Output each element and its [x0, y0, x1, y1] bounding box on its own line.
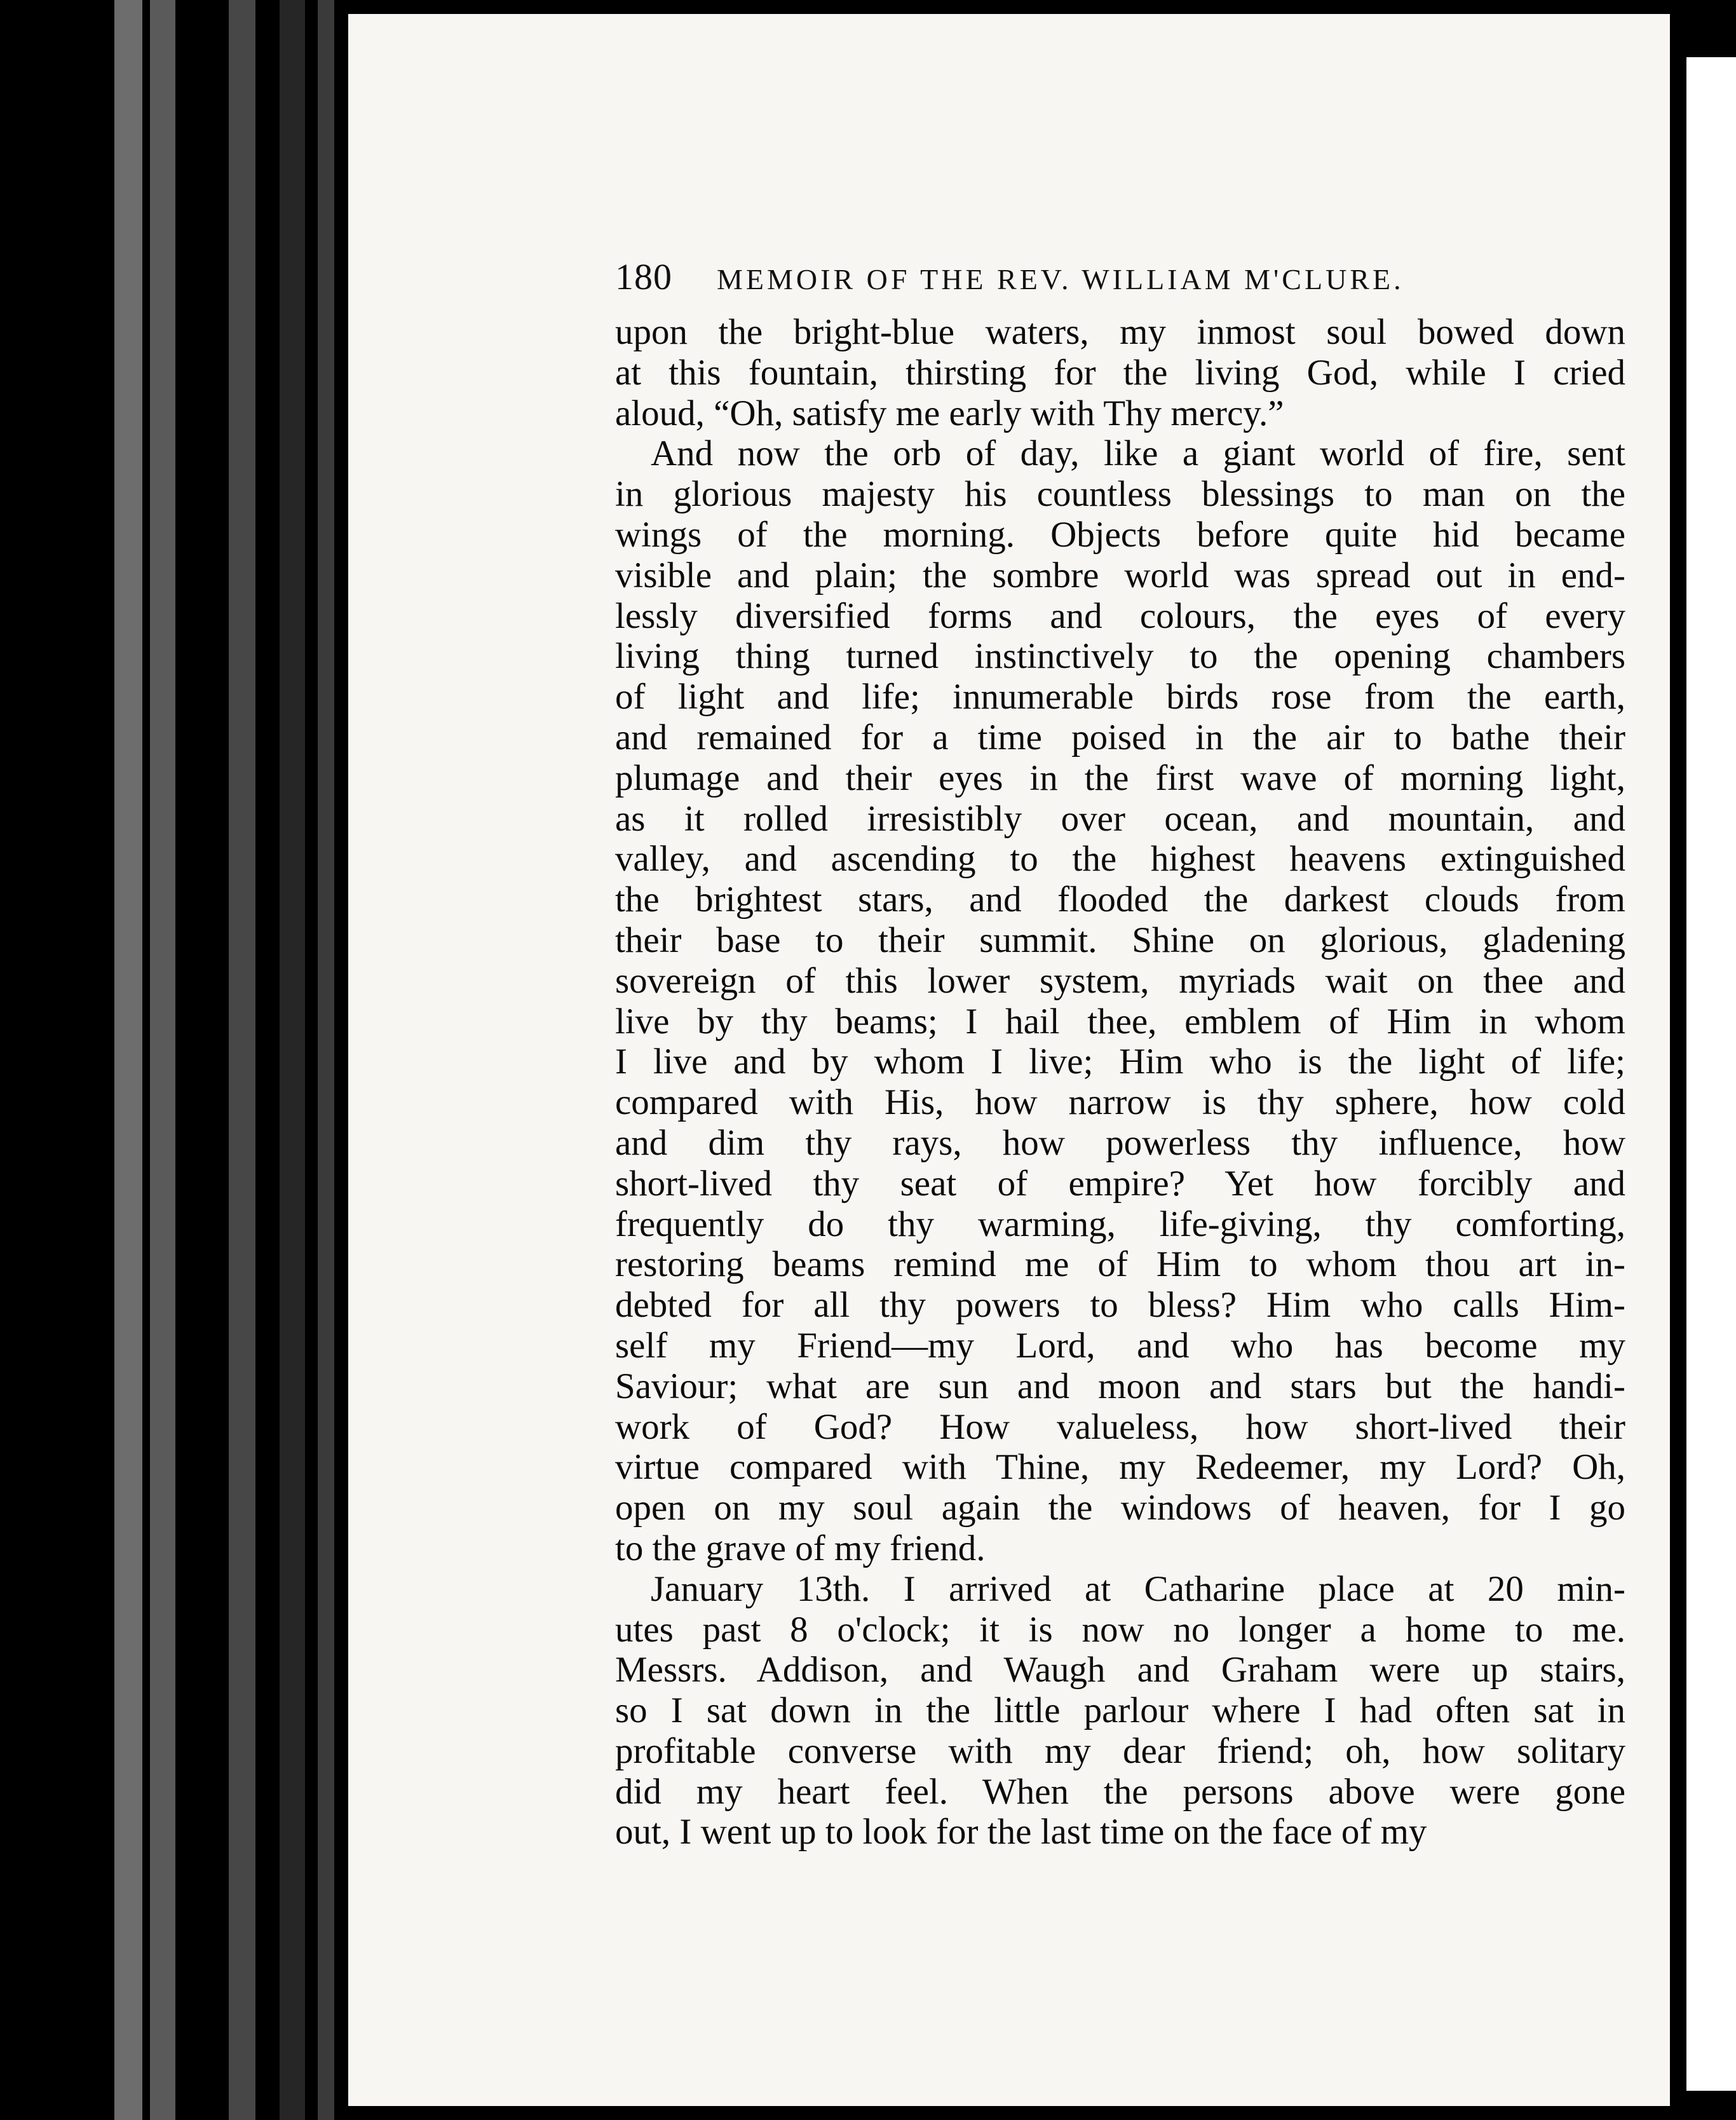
text-line: and remained for a time poised in the air to bathe their — [615, 717, 1625, 758]
page-number: 180 — [615, 256, 672, 297]
running-title: MEMOIR OF THE REV. WILLIAM M'CLURE. — [717, 263, 1404, 296]
text-line: live by thy beams; I hail thee, emblem of Him in whom — [615, 1001, 1625, 1042]
page-stack-edge — [150, 0, 175, 2120]
text-line: Messrs. Addison, and Waugh and Graham were up stairs, — [615, 1650, 1625, 1690]
text-line: wings of the morning. Objects before quite hid became — [615, 514, 1625, 555]
text-line: and dim thy rays, how powerless thy influence, how — [615, 1122, 1625, 1163]
text-line: aloud, “Oh, satisfy me early with Thy mercy.” — [615, 393, 1284, 433]
gutter-shadow — [1671, 57, 1686, 2091]
text-line: out, I went up to look for the last time on the face of my — [615, 1812, 1427, 1852]
book-page — [348, 14, 1670, 2106]
text-line: compared with His, how narrow is thy sphere, how cold — [615, 1082, 1625, 1123]
text-line: Saviour; what are sun and moon and stars but the handi- — [615, 1366, 1625, 1406]
text-line: And now the orb of day, like a giant world of fire, sent — [651, 433, 1625, 474]
text-line: debted for all thy powers to bless? Him who calls Him- — [615, 1285, 1625, 1326]
text-line: profitable converse with my dear friend; oh, how solitary — [615, 1730, 1625, 1771]
text-line: January 13th. I arrived at Catharine place at 20 min- — [651, 1568, 1625, 1609]
text-line: restoring beams remind me of Him to whom thou art in- — [615, 1244, 1625, 1285]
text-line: work of God? How valueless, how short-lived their — [615, 1406, 1625, 1447]
text-line: upon the bright-blue waters, my inmost soul bowed down — [615, 312, 1625, 352]
text-line: of light and life; innumerable birds rose from the earth, — [615, 677, 1625, 717]
running-head — [615, 255, 1625, 298]
text-line: living thing turned instinctively to the opening chambers — [615, 636, 1625, 677]
page-content — [615, 255, 1625, 1852]
text-line: so I sat down in the little parlour where I had often sat in — [615, 1690, 1625, 1731]
text-line: at this fountain, thirsting for the living God, while I cried — [615, 352, 1625, 393]
text-line: I live and by whom I live; Him who is the light of life; — [615, 1042, 1625, 1082]
text-line: self my Friend—my Lord, and who has become my — [615, 1325, 1625, 1366]
text-line: utes past 8 o'clock; it is now no longer a home to me. — [615, 1609, 1625, 1650]
text-line: sovereign of this lower system, myriads wait on thee and — [615, 960, 1625, 1001]
text-line: valley, and ascending to the highest heavens extinguished — [615, 839, 1625, 880]
text-line: short-lived thy seat of empire? Yet how forcibly and — [615, 1163, 1625, 1204]
text-line: as it rolled irresistibly over ocean, and mountain, and — [615, 798, 1625, 839]
body-text — [615, 312, 1625, 1852]
page-stack-edge — [280, 0, 305, 2120]
text-line: the brightest stars, and flooded the darkest clouds from — [615, 880, 1625, 920]
facing-page-edge — [1686, 57, 1736, 2091]
text-line: plumage and their eyes in the first wave of morning light, — [615, 758, 1625, 798]
text-line: lessly diversified forms and colours, the eyes of every — [615, 595, 1625, 636]
text-line: virtue compared with Thine, my Redeemer, my Lord? Oh, — [615, 1447, 1625, 1488]
page-stack-edge — [229, 0, 255, 2120]
text-line: visible and plain; the sombre world was spread out in end- — [615, 555, 1625, 595]
text-line: their base to their summit. Shine on glorious, gladening — [615, 920, 1625, 960]
text-line: frequently do thy warming, life-giving, thy comforting, — [615, 1204, 1625, 1244]
page-stack-edge — [318, 0, 334, 2120]
page-stack-edge — [114, 0, 142, 2120]
text-line: in glorious majesty his countless blessings to man on the — [615, 474, 1625, 515]
text-line: open on my soul again the windows of heaven, for I go — [615, 1488, 1625, 1528]
text-line: did my heart feel. When the persons above were gone — [615, 1771, 1625, 1812]
text-line: to the grave of my friend. — [615, 1528, 986, 1568]
